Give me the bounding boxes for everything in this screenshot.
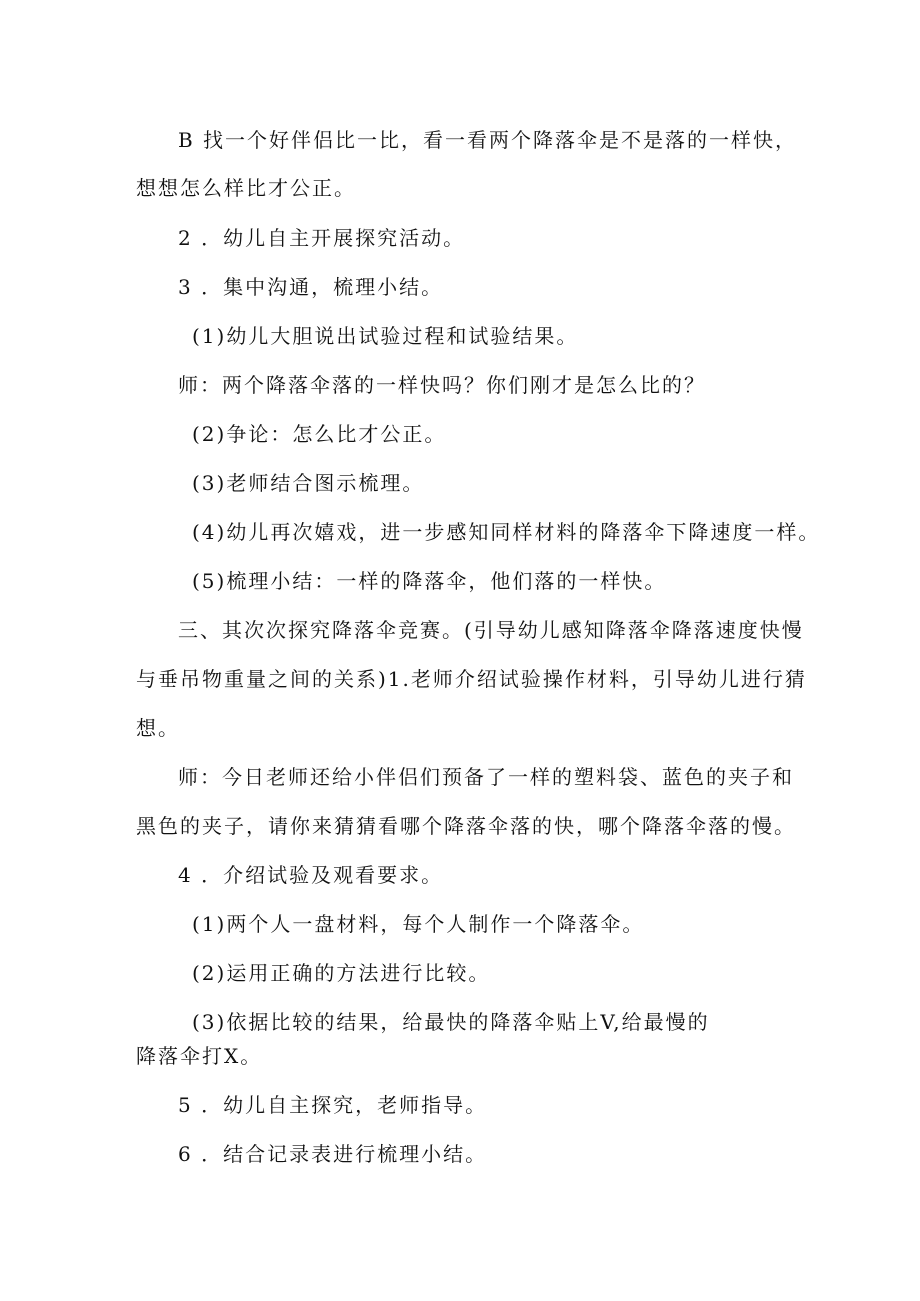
teacher-question: 师：两个降落伞落的一样快吗？你们刚才是怎么比的？: [178, 373, 706, 397]
step-3: 3 ．集中沟通，梳理小结。: [178, 275, 444, 299]
substep-5: (5)梳理小结：一样的降落伞，他们落的一样快。: [192, 569, 667, 593]
section-three-line-1: 三、其次次探究降落伞竞赛。(引导幼儿感知降落伞降落速度快慢: [178, 618, 804, 642]
step-6: 6 ．结合记录表进行梳理小结。: [178, 1142, 488, 1166]
substep-4: (4)幼儿再次嬉戏，进一步感知同样材料的降落伞下降速度一样。: [192, 520, 821, 544]
substep-1: (1)幼儿大胆说出试验过程和试验结果。: [192, 324, 579, 348]
step-4: 4 ．介绍试验及观看要求。: [178, 863, 444, 887]
step-5: 5 ．幼儿自主探究，老师指导。: [178, 1093, 488, 1117]
section-three-line-2: 与垂吊物重量之间的关系)1.老师介绍试验操作材料，引导幼儿进行猜: [136, 667, 807, 691]
teacher-intro-line-2: 黑色的夹子，请你来猜猜看哪个降落伞落的快，哪个降落伞落的慢。: [136, 814, 796, 838]
step-4-substep-2: (2)运用正确的方法进行比较。: [192, 961, 491, 985]
step-4-substep-1: (1)两个人一盘材料，每个人制作一个降落伞。: [192, 912, 645, 936]
substep-3: (3)老师结合图示梳理。: [192, 471, 425, 495]
substep-2: (2)争论：怎么比才公正。: [192, 422, 447, 446]
section-three-line-3: 想。: [136, 716, 180, 740]
step-4-substep-3-line-2: 降落伞打X。: [136, 1044, 263, 1068]
paragraph-b-line-2: 想想怎么样比才公正。: [136, 176, 356, 200]
teacher-intro-line-1: 师：今日老师还给小伴侣们预备了一样的塑料袋、蓝色的夹子和: [178, 765, 794, 789]
paragraph-b-line-1: B 找一个好伴侣比一比，看一看两个降落伞是不是落的一样快，: [178, 128, 798, 152]
step-2: 2 ．幼儿自主开展探究活动。: [178, 226, 466, 250]
step-4-substep-3-line-1: (3)依据比较的结果，给最快的降落伞贴上V,给最慢的: [192, 1010, 710, 1034]
